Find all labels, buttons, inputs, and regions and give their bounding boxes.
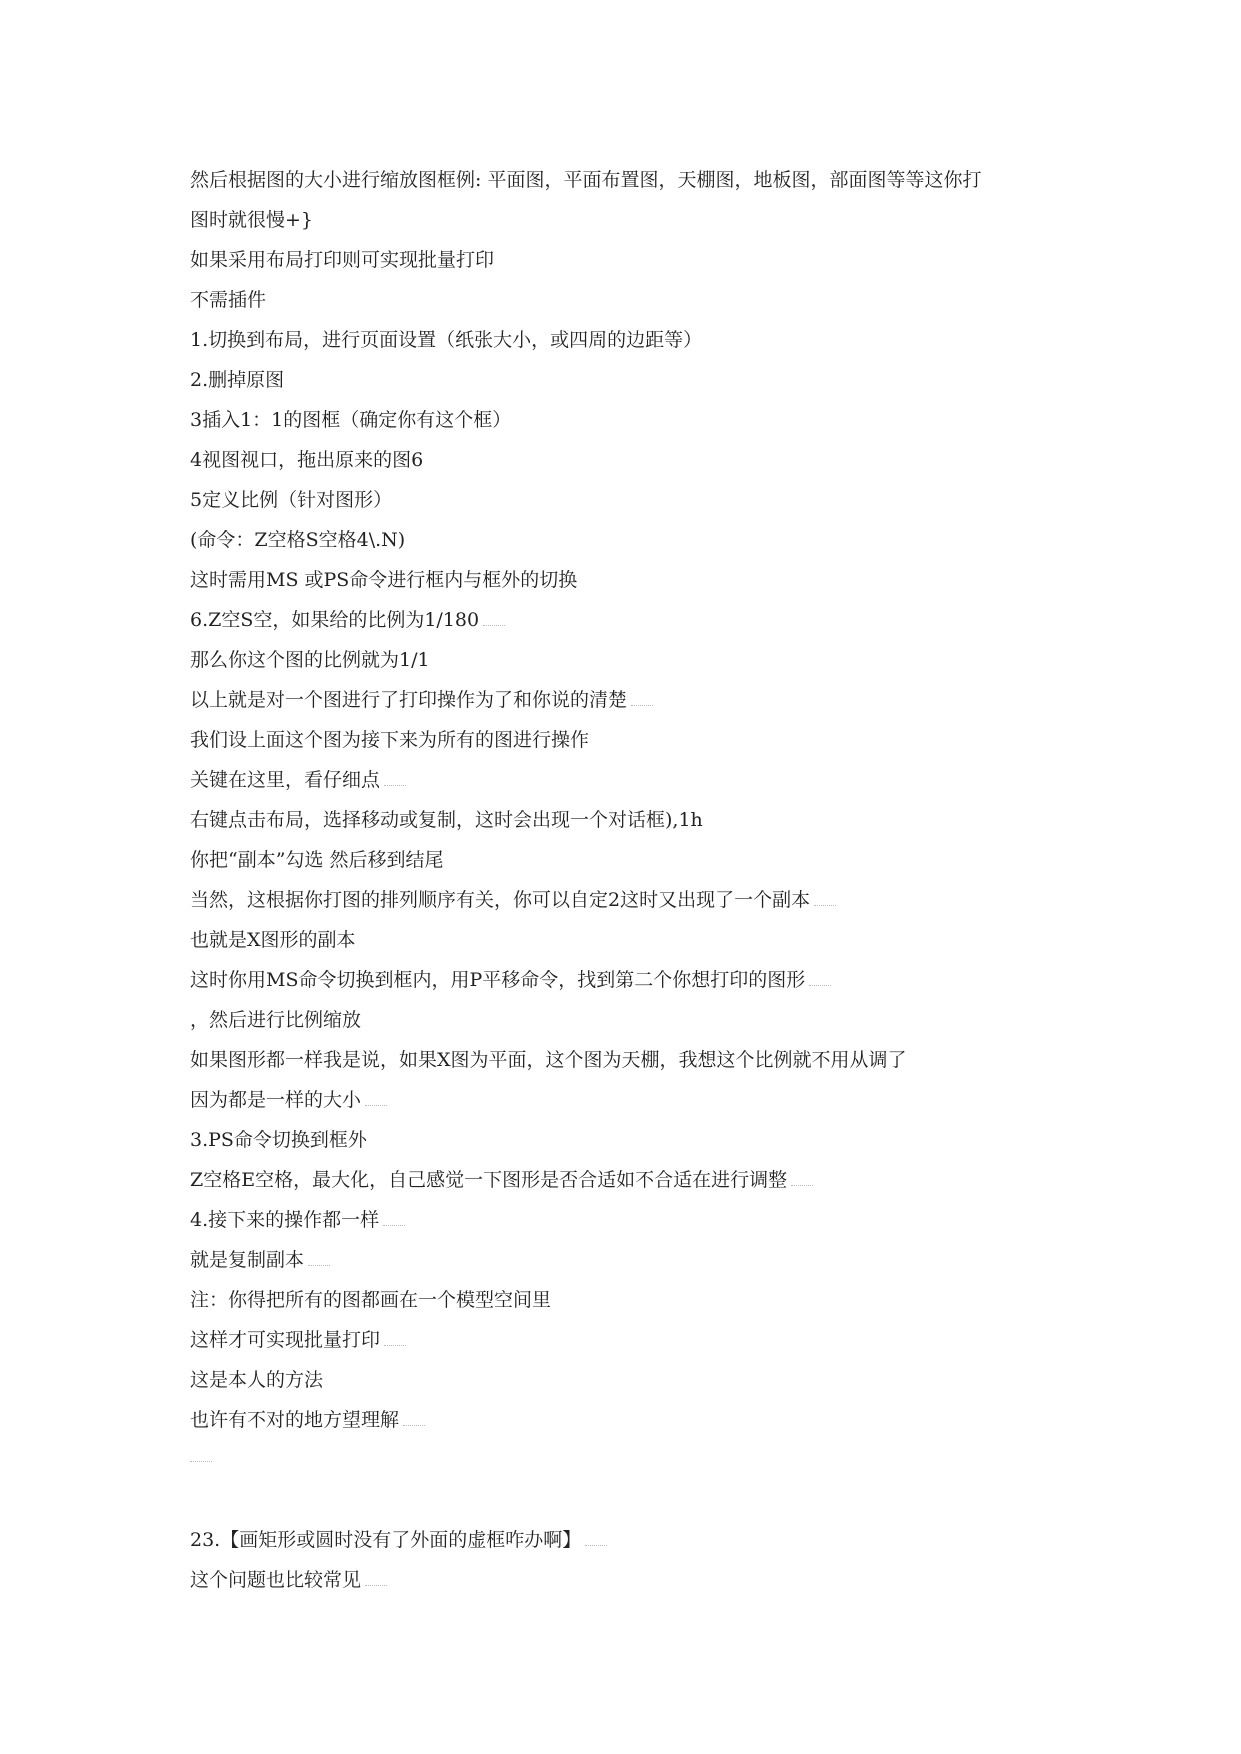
text-line	[190, 1160, 1070, 1200]
dotted-leader	[365, 1585, 387, 1586]
dotted-leader	[383, 1225, 405, 1226]
text-line	[190, 1240, 1070, 1280]
dotted-leader	[403, 1425, 425, 1426]
text-line-content: 这时你用MS命令切换到框内，用P平移命令，找到第二个你想打印的图形	[190, 969, 806, 991]
text-line-content: 这时需用MS 或PS命令进行框内与框外的切换	[190, 569, 578, 591]
dotted-leader	[190, 1461, 212, 1462]
text-line	[190, 320, 1070, 360]
text-line-content: 关键在这里，看仔细点	[190, 769, 381, 791]
text-line-content: 你把“副本”勾选 然后移到结尾	[190, 849, 444, 871]
text-line	[190, 1000, 1070, 1040]
text-line	[190, 880, 1070, 920]
text-line-content: 右键点击布局，选择移动或复制，这时会出现一个对话框),1h	[190, 809, 703, 831]
dotted-leader	[384, 1345, 406, 1346]
text-line-content: 这个问题也比较常见	[190, 1569, 362, 1591]
text-line	[190, 560, 1070, 600]
text-line-content: 这是本人的方法	[190, 1369, 324, 1391]
text-line-content: 也就是X图形的副本	[190, 929, 356, 951]
text-line	[190, 800, 1070, 840]
text-line	[190, 960, 1070, 1000]
section-heading-text: 23.【画矩形或圆时没有了外面的虚框咋办啊】	[190, 1529, 582, 1551]
text-line	[190, 400, 1070, 440]
text-line	[190, 1200, 1070, 1240]
text-line	[190, 240, 1070, 280]
dotted-leader	[483, 625, 505, 626]
text-line-content: 3插入1：1的图框（确定你有这个框）	[190, 409, 512, 431]
text-line-content: 也许有不对的地方望理解	[190, 1409, 400, 1431]
text-line	[190, 1280, 1070, 1320]
text-line-content: 这样才可实现批量打印	[190, 1329, 381, 1351]
text-line-content: 3.PS命令切换到框外	[190, 1129, 367, 1151]
dotted-leader	[384, 785, 406, 786]
text-line-content: 就是复制副本	[190, 1249, 305, 1271]
text-line-content: 以上就是对一个图进行了打印操作为了和你说的清楚	[190, 689, 628, 711]
text-line-content: ，然后进行比例缩放	[190, 1009, 362, 1031]
text-line	[190, 520, 1070, 560]
text-line-content: 当然，这根据你打图的排列顺序有关，你可以自定2这时又出现了一个副本	[190, 889, 811, 911]
text-line-content: 2.删掉原图	[190, 369, 285, 391]
text-line-content: Z空格E空格，最大化，自己感觉一下图形是否合适如不合适在进行调整	[190, 1169, 788, 1191]
text-line-content: 4.接下来的操作都一样	[190, 1209, 380, 1231]
text-line-content: 注：你得把所有的图都画在一个模型空间里	[190, 1289, 552, 1311]
text-line	[190, 1320, 1070, 1360]
text-line	[190, 1040, 1070, 1080]
text-line-content: 4视图视口，拖出原来的图6	[190, 449, 424, 471]
text-line	[190, 840, 1070, 880]
dotted-leader	[631, 705, 653, 706]
text-line	[190, 480, 1070, 520]
text-line	[190, 1360, 1070, 1400]
text-line	[190, 1400, 1070, 1440]
text-line-content: 6.Z空S空，如果给的比例为1/180	[190, 609, 480, 631]
section-heading	[190, 1520, 1070, 1560]
dotted-leader	[585, 1545, 607, 1546]
blank-line	[190, 1440, 1070, 1480]
text-line	[190, 1120, 1070, 1160]
text-line-content: (命令：Z空格S空格4\.N)	[190, 529, 406, 551]
text-line-content: 5定义比例（针对图形）	[190, 489, 393, 511]
text-line	[190, 1560, 1070, 1600]
dotted-leader	[809, 985, 831, 986]
text-line-content: 我们设上面这个图为接下来为所有的图进行操作	[190, 729, 590, 751]
dotted-leader	[814, 905, 836, 906]
dotted-leader	[308, 1265, 330, 1266]
text-line	[190, 440, 1070, 480]
text-line-content: 不需插件	[190, 289, 267, 311]
text-line-content: 那么你这个图的比例就为1/1	[190, 649, 430, 671]
text-line	[190, 160, 1070, 200]
text-line	[190, 920, 1070, 960]
text-line-content: 如果采用布局打印则可实现批量打印	[190, 249, 495, 271]
text-line-content: 然后根据图的大小进行缩放图框例: 平面图，平面布置图，天棚图，地板图，部面图等等这你打	[190, 169, 982, 191]
dotted-leader	[791, 1185, 813, 1186]
text-line	[190, 720, 1070, 760]
text-line	[190, 640, 1070, 680]
text-line	[190, 280, 1070, 320]
text-line-content: 因为都是一样的大小	[190, 1089, 362, 1111]
text-line	[190, 760, 1070, 800]
text-line	[190, 1080, 1070, 1120]
text-line-content: 1.切换到布局，进行页面设置（纸张大小，或四周的边距等）	[190, 329, 703, 351]
text-line	[190, 200, 1070, 240]
text-line-content: 图时就很慢+}	[190, 209, 314, 231]
dotted-leader	[365, 1105, 387, 1106]
section-gap	[190, 1480, 1070, 1520]
text-line-content: 如果图形都一样我是说，如果X图为平面，这个图为天棚，我想这个比例就不用从调了	[190, 1049, 907, 1071]
document-body	[190, 160, 1070, 1600]
text-line	[190, 680, 1070, 720]
text-line	[190, 600, 1070, 640]
text-line	[190, 360, 1070, 400]
